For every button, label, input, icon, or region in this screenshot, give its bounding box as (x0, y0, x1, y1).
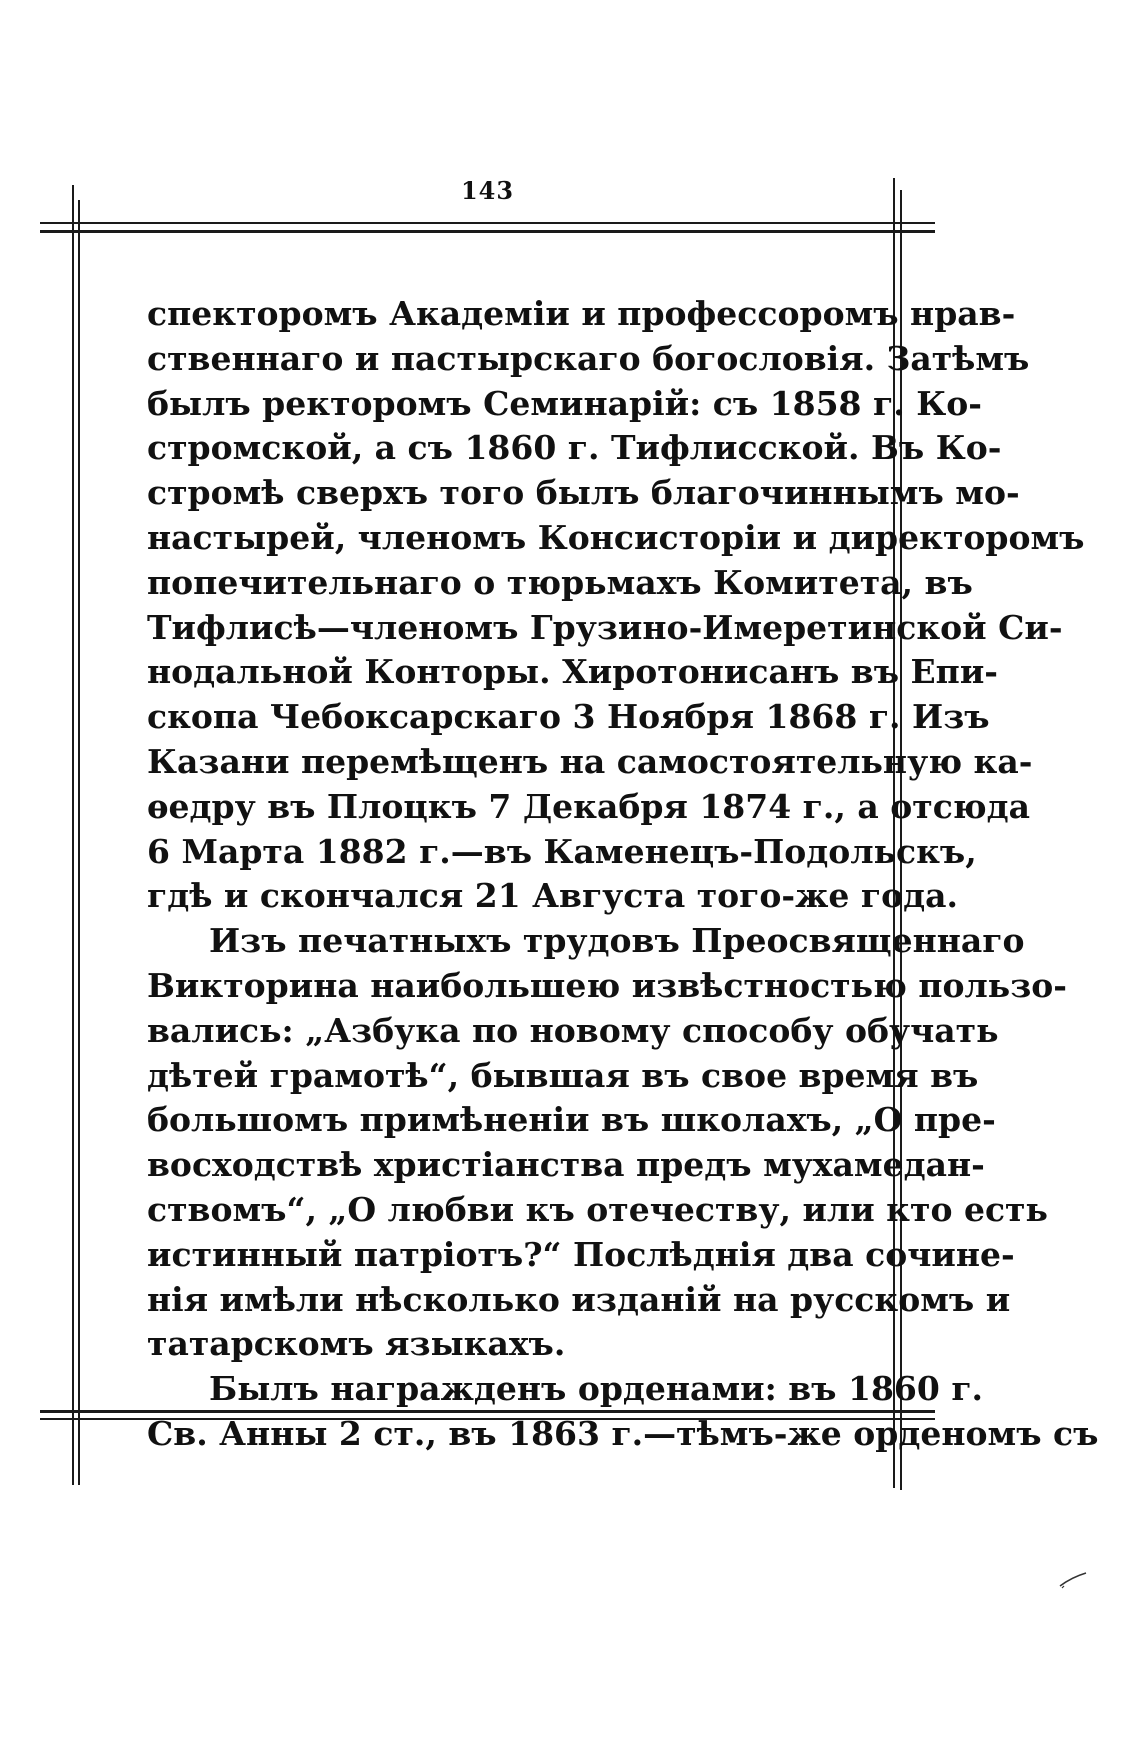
text-line: попечительнаго о тюрьмахъ Комитета, въ (147, 562, 973, 602)
text-line: былъ ректоромъ Семинарій: съ 1858 г. Ко- (147, 383, 982, 423)
text-line: дѣтей грамотѣ“, бывшая въ свое время въ (147, 1055, 979, 1095)
pen-mark-icon (1058, 1570, 1088, 1590)
text-line: 6 Марта 1882 г.—въ Каменецъ-Подольскъ, (147, 831, 977, 871)
text-line: Св. Анны 2 ст., въ 1863 г.—тѣмъ-же орденомъ съ (147, 1413, 1099, 1453)
text-line: Тифлисѣ—членомъ Грузино-Имеретинской Си- (147, 607, 1063, 647)
text-line: Былъ награжденъ орденами: въ 1860 г. (209, 1369, 984, 1409)
text-line: нодальной Конторы. Хиротонисанъ въ Епи- (147, 652, 999, 692)
page-number: 143 (460, 176, 515, 205)
text-line: вались: „Азбука по новому способу обучать (147, 1010, 999, 1050)
text-line: стромской, а съ 1860 г. Тифлисской. Въ Ко- (147, 428, 1002, 468)
text-line: большомъ примѣненіи въ школахъ, „О пре- (147, 1100, 996, 1140)
frame-top-rule-double (40, 230, 935, 233)
text-line: гдѣ и скончался 21 Августа того-же года. (147, 876, 958, 916)
text-line: нія имѣли нѣсколько изданій на русскомъ и (147, 1279, 1011, 1319)
text-line: Изъ печатныхъ трудовъ Преосвященнаго (209, 921, 1025, 961)
text-line: ѳедру въ Плоцкъ 7 Декабря 1874 г., а отсюда (147, 786, 1031, 826)
frame-top-rule (40, 222, 935, 224)
text-line: истинный патріотъ?“ Послѣднія два сочине- (147, 1234, 1015, 1274)
body-text (147, 292, 1099, 1457)
text-line: ствомъ“, „О любви къ отечеству, или кто есть (147, 1189, 1048, 1229)
text-line: настырей, членомъ Консисторіи и директоромъ (147, 517, 1085, 557)
text-line: стромѣ сверхъ того былъ благочиннымъ мо- (147, 473, 1020, 513)
text-line: скопа Чебоксарскаго 3 Ноября 1868 г. Изъ (147, 697, 990, 737)
text-line: татарскомъ языкахъ. (147, 1324, 566, 1364)
text-line: ственнаго и пастырскаго богословія. Затѣмъ (147, 338, 1030, 378)
text-line: восходствѣ христіанства предъ мухамедан- (147, 1145, 985, 1185)
frame-left-inner-line (78, 200, 80, 1485)
text-line: Казани перемѣщенъ на самостоятельную ка- (147, 741, 1033, 781)
text-line: Викторина наибольшею извѣстностью пользо- (147, 965, 1067, 1005)
text-line: спекторомъ Академіи и профессоромъ нрав- (147, 294, 1016, 333)
frame-left-outer-line (72, 185, 74, 1485)
